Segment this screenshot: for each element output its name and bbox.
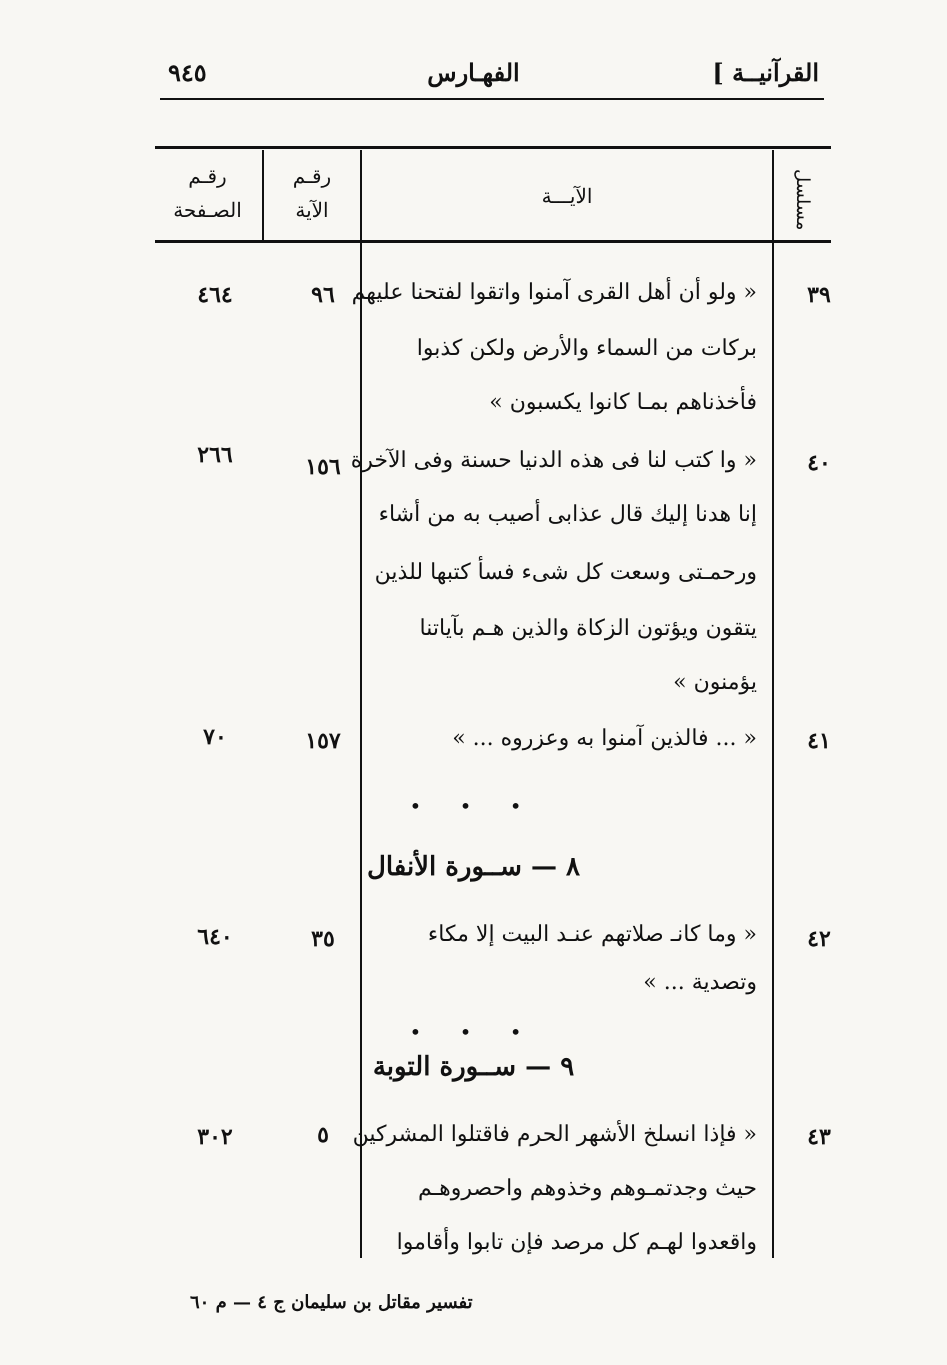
verse-line: وتصدية ... » [643, 970, 757, 995]
row-page-number: ٦٤٠ [197, 924, 233, 950]
row-ayah-number: ٩٦ [311, 282, 335, 308]
verse-line: « وا كتب لنا فى هذه الدنيا حسنة وفى الآخرة [350, 448, 757, 473]
verse-line: « ... فالذين آمنوا به وعزروه ... » [452, 726, 757, 751]
verse-line: بركات من السماء والأرض ولكن كذبوا [416, 336, 757, 361]
verse-line: واقعدوا لهـم كل مرصد فإن تابوا وأقاموا [396, 1230, 757, 1255]
column-header-page-no-2: الصـفحة [173, 198, 242, 222]
running-header-section: القرآنيــة ] [712, 58, 819, 87]
row-ayah-number: ٣٥ [311, 926, 335, 952]
column-header-ayah-no-2: الآية [295, 198, 329, 222]
section-separator: • • • [409, 794, 538, 818]
surah-heading: ٨ — ســورة الأنفال [366, 852, 580, 882]
header-rule [160, 98, 824, 100]
verse-line: ورحمـتى وسعت كل شىء فسأ كتبها للذين [374, 560, 757, 585]
row-page-number: ٣٠٢ [197, 1124, 233, 1150]
row-serial: ٣٩ [807, 282, 831, 308]
column-header-ayah-no-1: رقـم [292, 164, 332, 188]
verse-line: « ولو أن أهل القرى آمنوا واتقوا لفتحنا عليهم [351, 280, 757, 305]
verse-line: يؤمنون » [673, 670, 757, 695]
verse-line: حيث وجدتمـوهم وخذوهم واحصروهـم [418, 1176, 757, 1201]
column-header-verse: الآيـــة [541, 184, 593, 208]
verse-line: يتقون ويؤتون الزكاة والذين هـم بآياتنا [419, 616, 757, 641]
section-separator: • • • [409, 1020, 538, 1044]
page-number: ٩٤٥ [168, 58, 207, 87]
table-header-rule [155, 240, 831, 243]
row-page-number: ٧٠ [203, 724, 227, 750]
divider-ayah-verse [360, 150, 362, 1258]
footer-signature: تفسير مقاتل بن سليمان ج ٤ — م ٦٠ [190, 1292, 473, 1313]
column-header-serial: مسلسل [792, 169, 813, 231]
surah-heading: ٩ — ســورة التوبة [372, 1052, 575, 1082]
row-serial: ٤٢ [807, 926, 831, 952]
running-header-title: الفهـارس [427, 58, 520, 87]
row-serial: ٤٣ [807, 1124, 831, 1150]
column-header-page-no-1: رقـم [188, 164, 227, 188]
verse-line: إنا هدنا إليك قال عذابى أصيب به من أشاء [378, 502, 757, 527]
row-ayah-number: ٥ [317, 1122, 329, 1148]
table-top-rule [155, 146, 831, 149]
verse-line: فأخذناهم بمـا كانوا يكسبون » [489, 390, 757, 415]
row-serial: ٤٠ [807, 450, 831, 476]
row-ayah-number: ١٥٧ [305, 728, 341, 754]
row-serial: ٤١ [807, 728, 831, 754]
row-ayah-number: ١٥٦ [305, 454, 341, 480]
row-page-number: ٢٦٦ [197, 442, 233, 468]
row-page-number: ٤٦٤ [197, 282, 233, 308]
divider-verse-serial [772, 150, 774, 1258]
verse-line: « فإذا انسلخ الأشهر الحرم فاقتلوا المشركين [352, 1122, 757, 1147]
verse-line: « وما كانـ صلاتهم عنـد البيت إلا مكاء [427, 922, 757, 947]
